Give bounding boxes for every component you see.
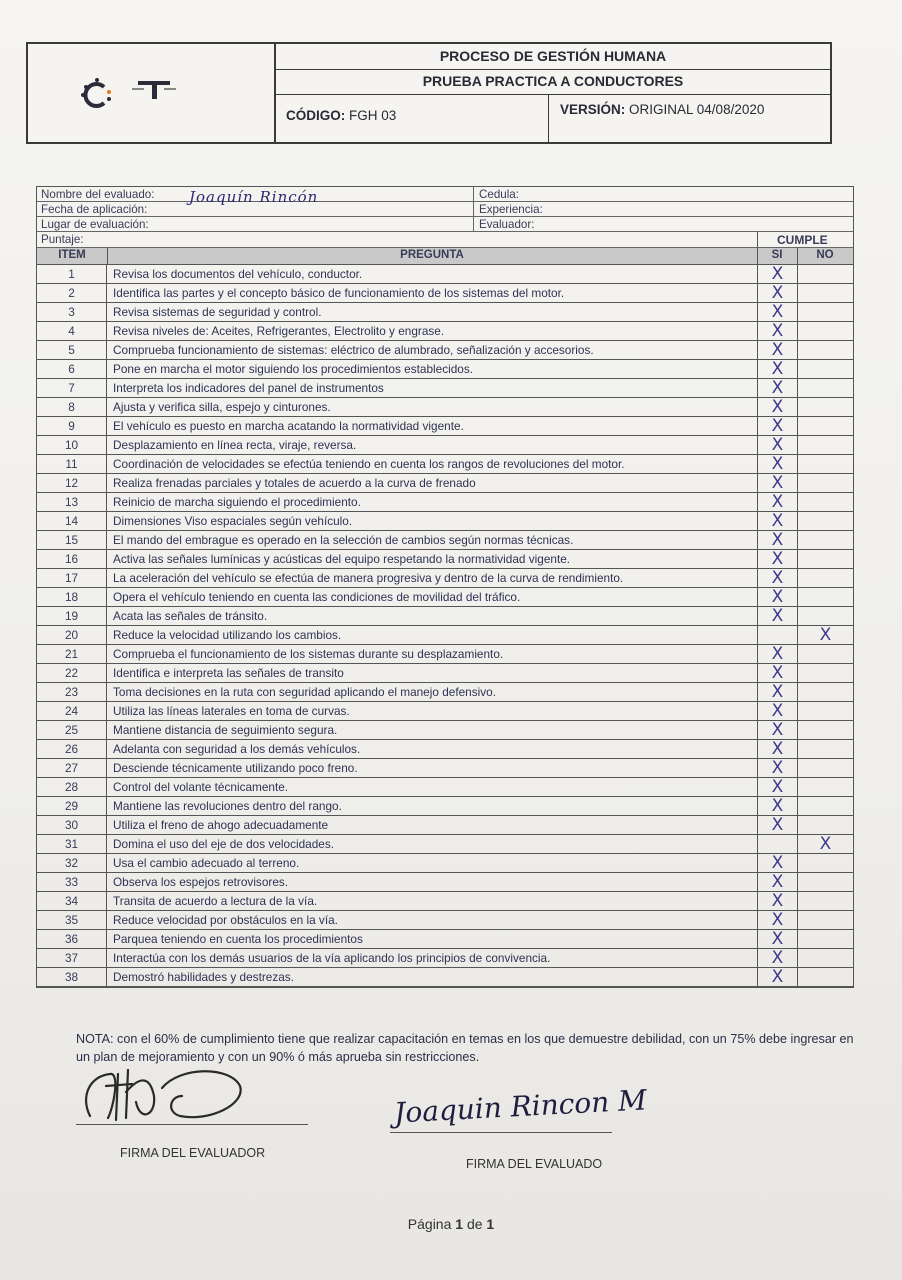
question-number: 1 <box>37 265 107 283</box>
no-cell <box>797 949 853 967</box>
question-text: Utiliza el freno de ahogo adecuadamente <box>113 818 329 832</box>
question-row <box>37 740 853 759</box>
check-mark: X <box>819 834 832 854</box>
question-text: Realiza frenadas parciales y totales de acuerdo a la curva de frenado <box>113 476 476 490</box>
version-value: ORIGINAL 04/08/2020 <box>629 102 765 117</box>
question-text: Reduce la velocidad utilizando los cambios. <box>113 628 342 642</box>
question-row <box>37 930 853 949</box>
date-row <box>37 202 853 217</box>
si-cell <box>757 740 797 758</box>
fecha-label: Fecha de aplicación: <box>41 203 148 216</box>
page-prefix: Página <box>407 1216 452 1232</box>
si-cell <box>757 284 797 302</box>
question-text: Dimensiones Viso espaciales según vehículo. <box>113 514 353 528</box>
si-cell <box>757 968 797 986</box>
question-row <box>37 645 853 664</box>
check-mark: X <box>771 378 784 398</box>
question-row <box>37 607 853 626</box>
question-row <box>37 873 853 892</box>
no-cell <box>797 531 853 549</box>
question-text: Transita de acuerdo a lectura de la vía. <box>113 894 318 908</box>
question-text: Usa el cambio adecuado al terreno. <box>113 856 300 870</box>
si-cell <box>757 949 797 967</box>
si-cell <box>757 455 797 473</box>
si-cell <box>757 569 797 587</box>
question-text: Control del volante técnicamente. <box>113 780 289 794</box>
pregunta-column-header: PREGUNTA <box>400 249 464 261</box>
no-cell <box>797 721 853 739</box>
question-row <box>37 968 853 987</box>
question-row <box>37 778 853 797</box>
check-mark: X <box>771 796 784 816</box>
no-cell <box>797 930 853 948</box>
no-cell <box>797 683 853 701</box>
check-mark: X <box>771 720 784 740</box>
t-logo-icon <box>124 78 184 102</box>
check-mark: X <box>771 473 784 493</box>
si-cell <box>757 417 797 435</box>
question-number: 38 <box>37 968 107 986</box>
si-cell <box>757 854 797 872</box>
question-row <box>37 512 853 531</box>
question-row <box>37 816 853 835</box>
question-text: El mando del embrague es operado en la selección de cambios según normas técnicas. <box>113 533 574 547</box>
no-cell <box>797 702 853 720</box>
page-current: 1 <box>455 1216 464 1232</box>
header-test-title: PRUEBA PRACTICA A CONDUCTORES <box>276 69 830 95</box>
question-row <box>37 854 853 873</box>
si-cell <box>757 607 797 625</box>
check-mark: X <box>771 264 784 284</box>
no-cell <box>797 341 853 359</box>
question-text: Activa las señales lumínicas y acústicas del equipo respetando la normatividad vigente. <box>113 552 571 566</box>
question-row <box>37 892 853 911</box>
question-number: 15 <box>37 531 107 549</box>
no-cell <box>797 417 853 435</box>
check-mark: X <box>771 587 784 607</box>
evaluee-signature-line <box>390 1132 612 1133</box>
no-cell <box>797 778 853 796</box>
no-cell <box>797 664 853 682</box>
question-number: 23 <box>37 683 107 701</box>
no-cell <box>797 892 853 910</box>
check-mark: X <box>771 777 784 797</box>
question-number: 4 <box>37 322 107 340</box>
question-row <box>37 493 853 512</box>
question-text: Parquea teniendo en cuenta los procedimientos <box>113 932 363 946</box>
no-cell <box>797 360 853 378</box>
no-cell <box>797 854 853 872</box>
question-row <box>37 455 853 474</box>
column-divider <box>473 217 474 231</box>
no-cell <box>797 911 853 929</box>
no-cell <box>797 759 853 777</box>
question-number: 20 <box>37 626 107 644</box>
question-number: 5 <box>37 341 107 359</box>
no-cell <box>797 493 853 511</box>
c-logo-icon <box>80 78 114 112</box>
evaluator-signature-icon <box>70 1056 270 1128</box>
check-mark: X <box>771 283 784 303</box>
question-number: 16 <box>37 550 107 568</box>
si-cell <box>757 778 797 796</box>
question-number: 27 <box>37 759 107 777</box>
check-mark: X <box>771 853 784 873</box>
question-number: 33 <box>37 873 107 891</box>
question-number: 17 <box>37 569 107 587</box>
question-number: 18 <box>37 588 107 606</box>
question-text: Ajusta y verifica silla, espejo y cinturones. <box>113 400 331 414</box>
question-number: 11 <box>37 455 107 473</box>
check-mark: X <box>771 302 784 322</box>
question-number: 2 <box>37 284 107 302</box>
no-cell <box>797 379 853 397</box>
no-column-header: NO <box>816 249 834 261</box>
check-mark: X <box>771 397 784 417</box>
question-text: Identifica e interpreta las señales de transito <box>113 666 344 680</box>
si-cell <box>757 322 797 340</box>
question-number: 25 <box>37 721 107 739</box>
question-text: Acata las señales de tránsito. <box>113 609 268 623</box>
questions-list <box>37 265 853 987</box>
question-text: Demostró habilidades y destrezas. <box>113 970 294 984</box>
question-number: 9 <box>37 417 107 435</box>
check-mark: X <box>771 549 784 569</box>
check-mark: X <box>771 663 784 683</box>
question-number: 31 <box>37 835 107 853</box>
question-row <box>37 911 853 930</box>
question-row <box>37 531 853 550</box>
question-number: 29 <box>37 797 107 815</box>
question-text: Desplazamiento en línea recta, viraje, reversa. <box>113 438 357 452</box>
si-cell <box>757 664 797 682</box>
evaluee-signature-label: FIRMA DEL EVALUADO <box>466 1157 603 1171</box>
question-text: Comprueba el funcionamiento de los sistemas durante su desplazamiento. <box>113 647 504 661</box>
question-number: 21 <box>37 645 107 663</box>
column-divider <box>473 187 474 201</box>
question-number: 30 <box>37 816 107 834</box>
si-cell <box>757 911 797 929</box>
si-cell <box>757 759 797 777</box>
questions-header-row <box>37 248 853 265</box>
question-number: 26 <box>37 740 107 758</box>
question-text: Utiliza las líneas laterales en toma de curvas. <box>113 704 350 718</box>
check-mark: X <box>771 948 784 968</box>
evaluator-signature-label: FIRMA DEL EVALUADOR <box>120 1146 266 1160</box>
no-cell <box>797 436 853 454</box>
page-number <box>0 1216 902 1232</box>
question-text: Adelanta con seguridad a los demás vehículos. <box>113 742 361 756</box>
question-number: 7 <box>37 379 107 397</box>
question-text: El vehículo es puesto en marcha acatando la normatividad vigente. <box>113 419 464 433</box>
question-text: Revisa sistemas de seguridad y control. <box>113 305 322 319</box>
question-row <box>37 664 853 683</box>
question-row <box>37 588 853 607</box>
question-row <box>37 949 853 968</box>
no-cell <box>797 873 853 891</box>
check-mark: X <box>771 511 784 531</box>
no-cell <box>797 797 853 815</box>
question-row <box>37 550 853 569</box>
column-divider <box>473 202 474 216</box>
question-number: 19 <box>37 607 107 625</box>
check-mark: X <box>771 701 784 721</box>
lugar-label: Lugar de evaluación: <box>41 218 149 231</box>
question-row <box>37 835 853 854</box>
question-row <box>37 341 853 360</box>
page-of: de <box>466 1216 483 1232</box>
check-mark: X <box>771 815 784 835</box>
name-label: Nombre del evaluado: <box>41 188 155 201</box>
question-row <box>37 569 853 588</box>
no-cell <box>797 607 853 625</box>
si-cell <box>757 721 797 739</box>
check-mark: X <box>771 872 784 892</box>
check-mark: X <box>771 739 784 759</box>
si-cell <box>757 360 797 378</box>
question-text: Opera el vehículo teniendo en cuenta las condiciones de movilidad del tráfico. <box>113 590 521 604</box>
si-cell <box>757 835 797 853</box>
question-text: Pone en marcha el motor siguiendo los procedimientos establecidos. <box>113 362 474 376</box>
cumple-label: CUMPLE <box>777 233 828 247</box>
evaluator-signature-line <box>76 1124 308 1125</box>
question-text: Coordinación de velocidades se efectúa teniendo en cuenta los rangos de revoluciones del motor. <box>113 457 625 471</box>
question-row <box>37 759 853 778</box>
question-text: Reinicio de marcha siguiendo el procedimiento. <box>113 495 361 509</box>
page-total: 1 <box>486 1216 495 1232</box>
check-mark: X <box>771 758 784 778</box>
check-mark: X <box>771 359 784 379</box>
check-mark: X <box>819 625 832 645</box>
question-number: 14 <box>37 512 107 530</box>
evaluee-name: Joaquín Rincón <box>189 188 319 206</box>
question-row <box>37 265 853 284</box>
question-number: 32 <box>37 854 107 872</box>
question-row <box>37 721 853 740</box>
no-cell <box>797 740 853 758</box>
check-mark: X <box>771 435 784 455</box>
company-logo <box>28 44 276 142</box>
no-cell <box>797 588 853 606</box>
check-mark: X <box>771 454 784 474</box>
no-cell <box>797 816 853 834</box>
si-cell <box>757 930 797 948</box>
check-mark: X <box>771 606 784 626</box>
document-code <box>286 108 396 123</box>
no-cell <box>797 398 853 416</box>
puntaje-label: Puntaje: <box>41 233 84 246</box>
check-mark: X <box>771 682 784 702</box>
si-cell <box>757 588 797 606</box>
place-row <box>37 217 853 232</box>
question-number: 12 <box>37 474 107 492</box>
check-mark: X <box>771 929 784 949</box>
question-text: Mantiene las revoluciones dentro del rango. <box>113 799 342 813</box>
experiencia-label: Experiencia: <box>479 203 543 216</box>
question-row <box>37 284 853 303</box>
si-cell <box>757 645 797 663</box>
question-text: Desciende técnicamente utilizando poco freno. <box>113 761 358 775</box>
question-row <box>37 360 853 379</box>
question-row <box>37 626 853 645</box>
question-number: 37 <box>37 949 107 967</box>
no-cell <box>797 303 853 321</box>
question-text: Comprueba funcionamiento de sistemas: eléctrico de alumbrado, señalización y accesorios. <box>113 343 594 357</box>
si-cell <box>757 626 797 644</box>
si-cell <box>757 531 797 549</box>
si-cell <box>757 379 797 397</box>
version-label: VERSIÓN: <box>560 102 626 117</box>
no-cell <box>797 569 853 587</box>
question-text: Reduce velocidad por obstáculos en la vía. <box>113 913 338 927</box>
code-value: FGH 03 <box>349 108 397 123</box>
no-cell <box>797 474 853 492</box>
no-cell <box>797 968 853 986</box>
score-row <box>37 232 853 248</box>
evaluador-label: Evaluador: <box>479 218 535 231</box>
cedula-label: Cedula: <box>479 188 519 201</box>
si-cell <box>757 702 797 720</box>
no-cell <box>797 455 853 473</box>
question-text: La aceleración del vehículo se efectúa de manera progresiva y dentro de la curva de rendimiento. <box>113 571 624 585</box>
question-number: 28 <box>37 778 107 796</box>
question-text: Toma decisiones en la ruta con seguridad aplicando el manejo defensivo. <box>113 685 496 699</box>
question-number: 13 <box>37 493 107 511</box>
question-text: Interactúa con los demás usuarios de la vía aplicando los principios de convivencia. <box>113 951 551 965</box>
question-row <box>37 379 853 398</box>
question-number: 35 <box>37 911 107 929</box>
check-mark: X <box>771 568 784 588</box>
si-cell <box>757 512 797 530</box>
question-number: 3 <box>37 303 107 321</box>
check-mark: X <box>771 891 784 911</box>
question-text: Observa los espejos retrovisores. <box>113 875 289 889</box>
question-text: Domina el uso del eje de dos velocidades. <box>113 837 335 851</box>
question-number: 22 <box>37 664 107 682</box>
si-cell <box>757 341 797 359</box>
evaluation-form <box>36 186 854 988</box>
si-cell <box>757 816 797 834</box>
question-number: 36 <box>37 930 107 948</box>
si-column-header: SI <box>771 249 783 261</box>
si-cell <box>757 892 797 910</box>
check-mark: X <box>771 530 784 550</box>
question-row <box>37 303 853 322</box>
question-row <box>37 436 853 455</box>
check-mark: X <box>771 910 784 930</box>
question-text: Interpreta los indicadores del panel de instrumentos <box>113 381 384 395</box>
header-code-version-row <box>276 94 830 142</box>
question-text: Revisa los documentos del vehículo, conductor. <box>113 267 363 281</box>
check-mark: X <box>771 644 784 664</box>
si-cell <box>757 873 797 891</box>
no-cell <box>797 550 853 568</box>
question-row <box>37 398 853 417</box>
check-mark: X <box>771 416 784 436</box>
no-cell <box>797 322 853 340</box>
si-cell <box>757 683 797 701</box>
si-cell <box>757 265 797 283</box>
evaluee-signature: Joaquin Rincon M <box>393 1083 648 1130</box>
question-row <box>37 702 853 721</box>
question-number: 34 <box>37 892 107 910</box>
no-cell <box>797 626 853 644</box>
document-version <box>560 102 764 117</box>
si-cell <box>757 398 797 416</box>
question-row <box>37 474 853 493</box>
no-cell <box>797 835 853 853</box>
no-cell <box>797 284 853 302</box>
no-cell <box>797 645 853 663</box>
question-row <box>37 683 853 702</box>
question-text: Mantiene distancia de seguimiento segura. <box>113 723 338 737</box>
name-row <box>37 187 853 206</box>
check-mark: X <box>771 967 784 987</box>
question-number: 8 <box>37 398 107 416</box>
document-header <box>26 42 832 144</box>
item-column-header: ITEM <box>58 249 86 261</box>
no-cell <box>797 265 853 283</box>
si-cell <box>757 550 797 568</box>
note-text: NOTA: con el 60% de cumplimiento tiene que realizar capacitación en temas en los que demuestre debilidad, con un 75% debe ingresar en un plan de mejoramiento y con un 90% ó más aprueba sin restricciones. <box>76 1032 854 1064</box>
question-row <box>37 797 853 816</box>
si-cell <box>757 797 797 815</box>
check-mark: X <box>771 340 784 360</box>
si-cell <box>757 493 797 511</box>
code-label: CÓDIGO: <box>286 108 346 123</box>
si-cell <box>757 436 797 454</box>
question-row <box>37 322 853 341</box>
header-divider <box>548 94 549 142</box>
question-number: 24 <box>37 702 107 720</box>
check-mark: X <box>771 492 784 512</box>
question-text: Revisa niveles de: Aceites, Refrigerantes, Electrolito y engrase. <box>113 324 445 338</box>
si-cell <box>757 303 797 321</box>
column-divider <box>757 232 758 247</box>
question-number: 6 <box>37 360 107 378</box>
question-text: Identifica las partes y el concepto básico de funcionamiento de los sistemas del motor. <box>113 286 565 300</box>
no-cell <box>797 512 853 530</box>
question-number: 10 <box>37 436 107 454</box>
question-row <box>37 417 853 436</box>
si-cell <box>757 474 797 492</box>
header-process-title: PROCESO DE GESTIÓN HUMANA <box>276 44 830 70</box>
check-mark: X <box>771 321 784 341</box>
